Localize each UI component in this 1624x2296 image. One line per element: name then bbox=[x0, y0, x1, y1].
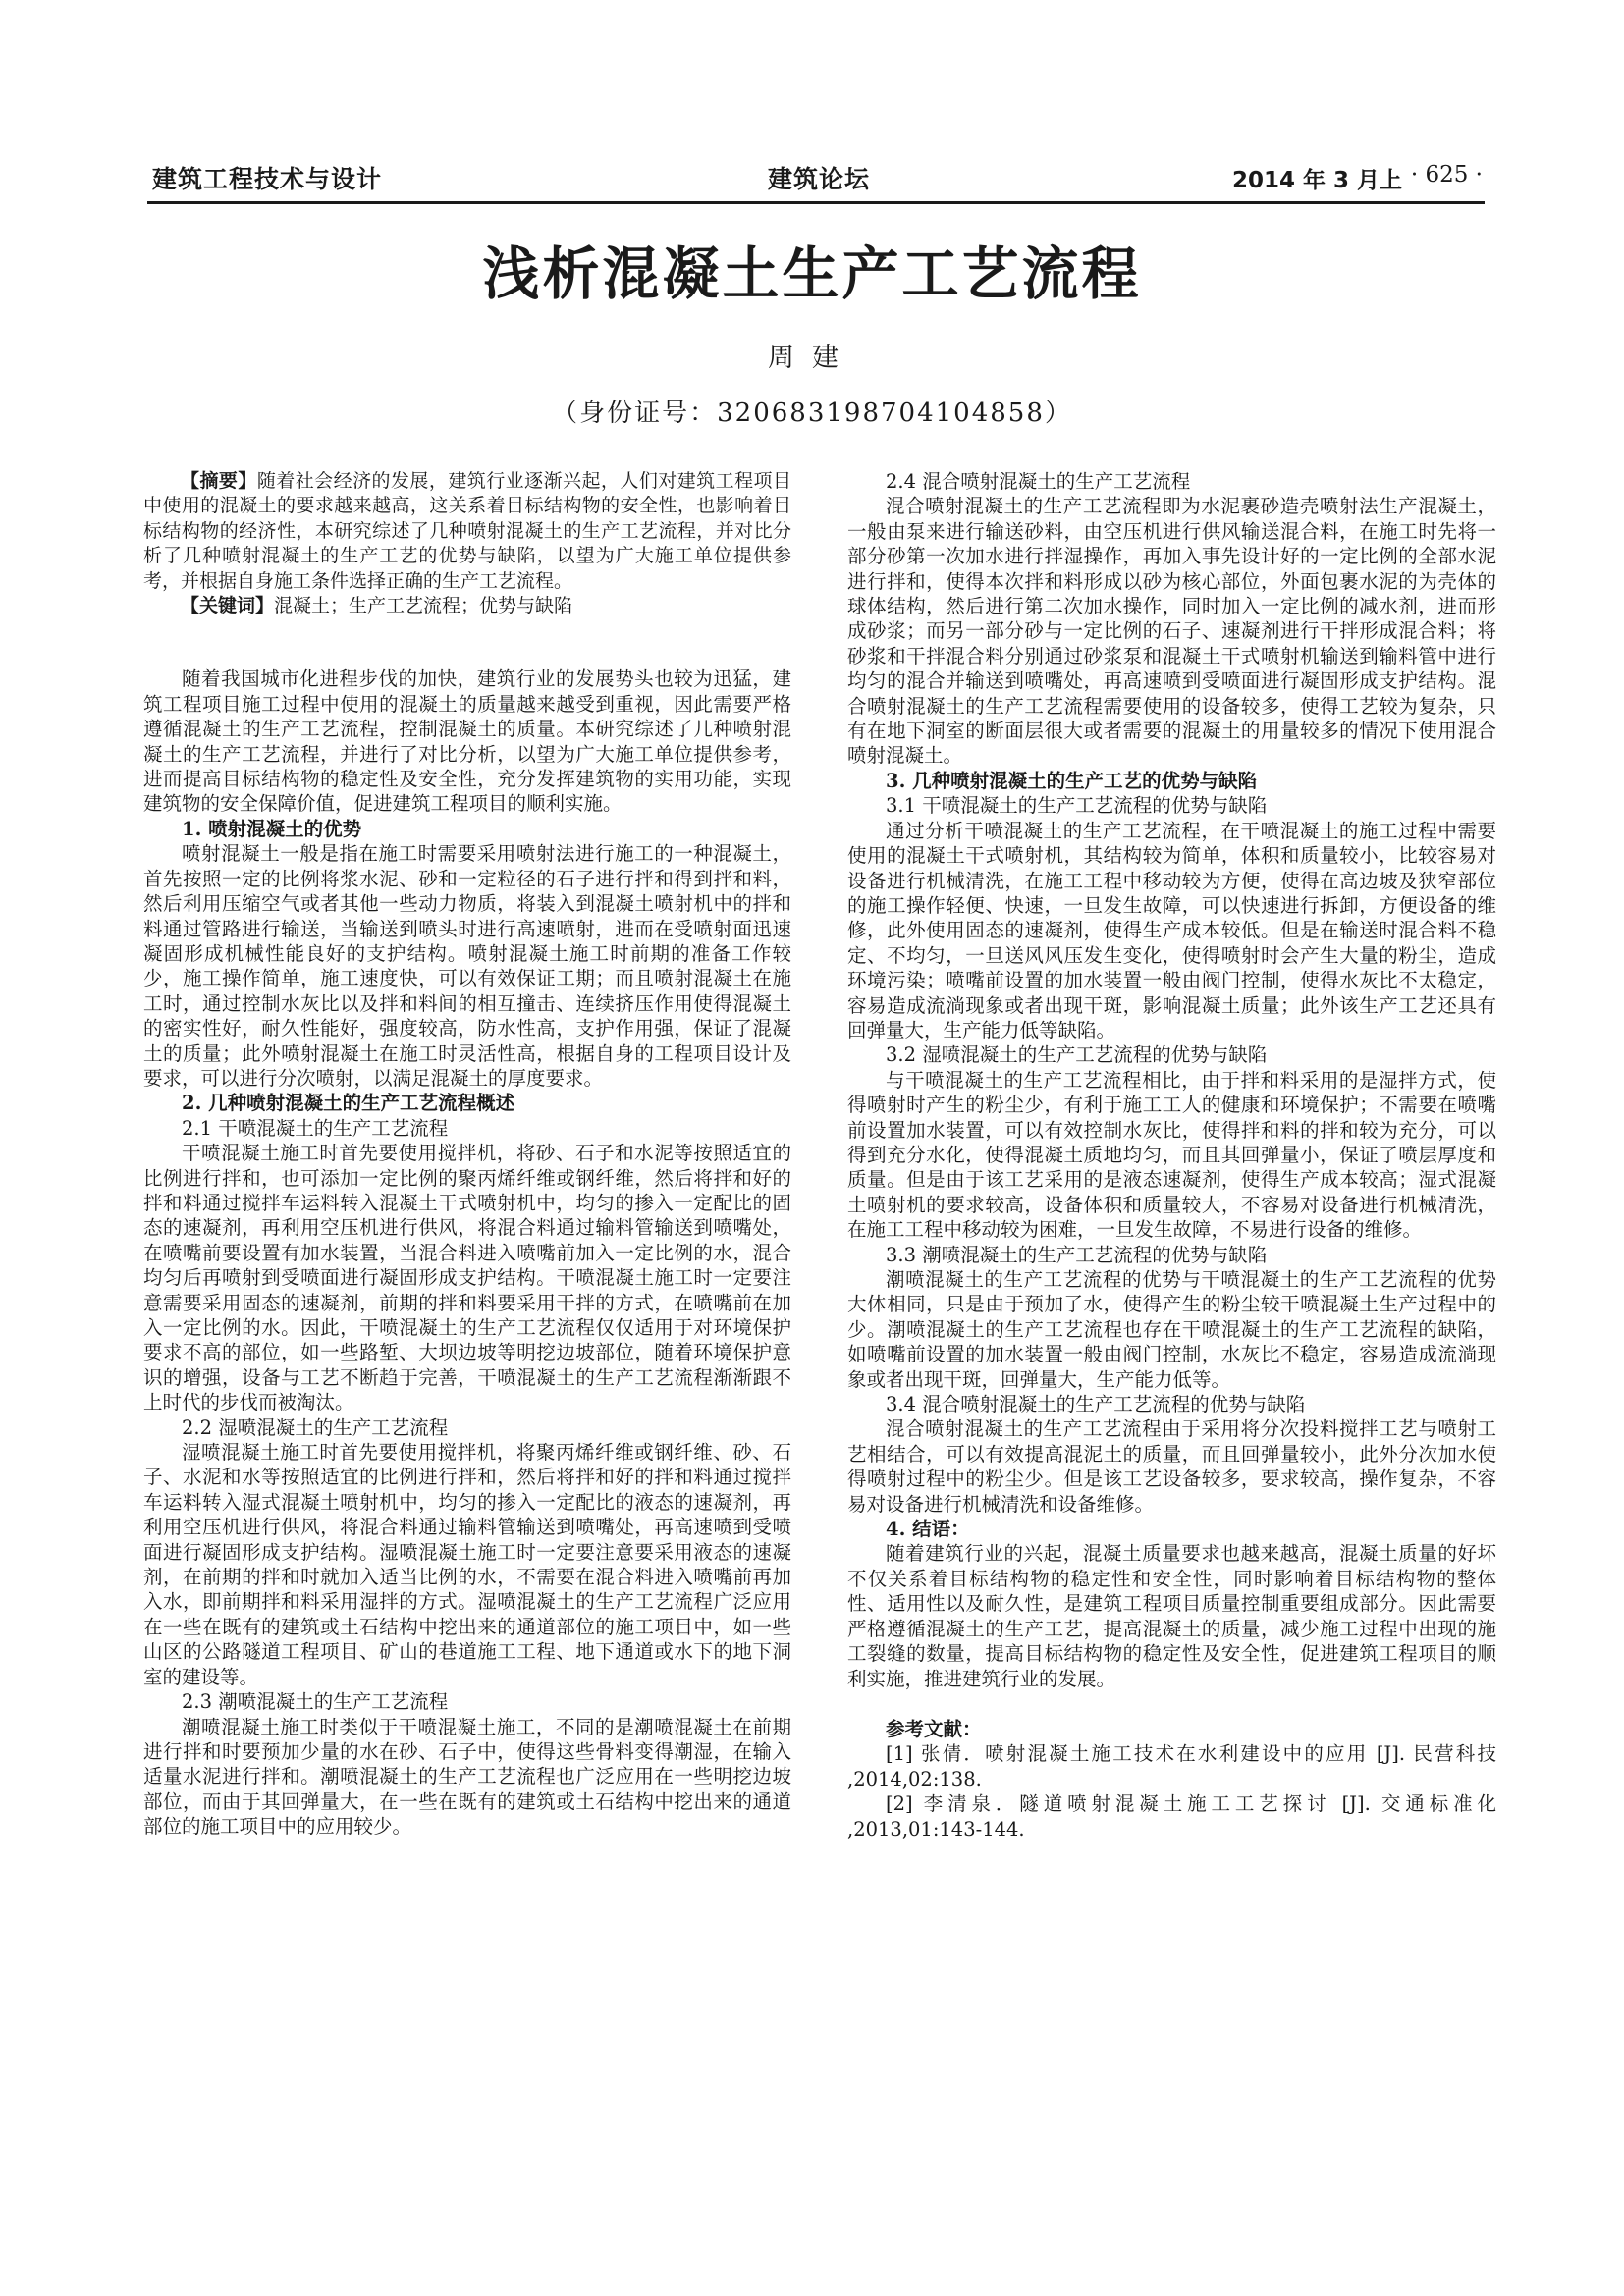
reference-item: [1] 张倩．喷射混凝土施工技术在水利建设中的应用 [J]. 民营科技 ,2014,02:138. bbox=[847, 1742, 1496, 1790]
section-2-1-text: 干喷混凝土施工时首先要使用搅拌机，将砂、石子和水泥等按照适宜的比例进行拌和，也可添加一定比例的聚丙烯纤维或钢纤维，然后将拌和好的拌和料通过搅拌车运料转入混凝土干式喷射机中，均匀的掺入一定配比的固态的速凝剂，再利用空压机进行供风，将混合料通过输料管输送到喷嘴处，在喷嘴前要设置有加水装置，当混合料进入喷嘴前加入一定比例的水，混合均匀后再喷射到受喷面进行凝固形成支护结构。干喷混凝土施工时一定要注意需要采用固态的速凝剂，前期的拌和料要采用干拌的方式，在喷嘴前在加入一定比例的水。因此，干喷混凝土的生产工艺流程仅仅适用于对环境保护要求不高的部位，如一些路堑、大坝边坡等明挖边坡部位，随着环境保护意识的增强，设备与工艺不断趋于完善，干喷混凝土的生产工艺流程渐渐跟不上时代的步伐而被淘汰。 bbox=[143, 1142, 791, 1415]
right-column bbox=[847, 469, 1496, 1842]
section-4-heading: 4. 结语： bbox=[886, 1518, 970, 1541]
page-number: · 625 · bbox=[1410, 162, 1483, 187]
section-1-heading: 1. 喷射混凝土的优势 bbox=[182, 817, 362, 840]
abstract-label: 【摘要】 bbox=[181, 470, 257, 492]
left-column bbox=[143, 469, 791, 1840]
reference-item: [2] 李清泉．隧道喷射混凝土施工工艺探讨 [J]. 交通标准化 ,2013,01:143-144. bbox=[847, 1792, 1496, 1841]
abstract bbox=[143, 469, 791, 594]
journal-name: 建筑工程技术与设计 bbox=[152, 165, 383, 193]
section-3-4-heading: 3.4 混合喷射混凝土的生产工艺流程的优势与缺陷 bbox=[886, 1393, 1306, 1416]
running-header bbox=[152, 160, 1483, 199]
section-3-2-text: 与干喷混凝土的生产工艺流程相比，由于拌和料采用的是湿拌方式，使得喷射时产生的粉尘少，有利于施工工人的健康和环境保护；不需要在喷嘴前设置加水装置，可以有效控制水灰比，使得拌和料的拌和较为充分，可以得到充分水化，使得混凝土质地均匀，而且其回弹量小，保证了喷层厚度和质量。但是由于该工艺采用的是液态速凝剂，使得生产成本较高；湿式混凝土喷射机的要求较高，设备体积和质量较大，不容易对设备进行机械清洗，在施工工程中移动较为困难，一旦发生故障，不易进行设备的维修。 bbox=[847, 1068, 1496, 1242]
article-title: 浅析混凝土生产工艺流程 bbox=[482, 240, 1142, 307]
section-2-4-text: 混合喷射混凝土的生产工艺流程即为水泥裹砂造壳喷射法生产混凝土，一般由泵来进行输送砂料，由空压机进行供风输送混合料，在施工时先将一部分砂第一次加水进行拌湿操作，再加入事先设计好的一定比例的全部水泥进行拌和，使得本次拌和料形成以砂为核心部位，外面包裹水泥的为壳体的球体结构，然后进行第二次加水操作，同时加入一定比例的减水剂，进而形成砂浆；而另一部分砂与一定比例的石子、速凝剂进行干拌形成混合料；将砂浆和干拌混合料分别通过砂浆泵和混凝土干式喷射机输送到输料管中进行均匀的混合并输送到喷嘴处，再高速喷到受喷面进行凝固形成支护结构。混合喷射混凝土的生产工艺流程需要使用的设备较多，使得工艺较为复杂，只有在地下洞室的断面层很大或者需要的混凝土的用量较多的情况下使用混合喷射混凝土。 bbox=[847, 495, 1496, 768]
section-4-text: 随着建筑行业的兴起，混凝土质量要求也越来越高，混凝土质量的好坏不仅关系着目标结构物的稳定性和安全性，同时影响着目标结构物的整体性、适用性以及耐久性，是建筑工程项目质量控制重要组成部分。因此需要严格遵循混凝土的生产工艺，提高混凝土的质量，减少施工过程中出现的施工裂缝的数量，提高目标结构物的稳定性及安全性，促进建筑工程项目的顺利实施，推进建筑行业的发展。 bbox=[847, 1542, 1496, 1690]
section-2-2-heading: 2.2 湿喷混凝土的生产工艺流程 bbox=[182, 1415, 449, 1439]
section-3-3-heading: 3.3 潮喷混凝土的生产工艺流程的优势与缺陷 bbox=[886, 1243, 1268, 1266]
section-2-2-text: 湿喷混凝土施工时首先要使用搅拌机，将聚丙烯纤维或钢纤维、砂、石子、水泥和水等按照适宜的比例进行拌和，然后将拌和好的拌和料通过搅拌车运料转入湿式混凝土喷射机中，均匀的掺入一定配比的液态的速凝剂，再利用空压机进行供风，将混合料通过输料管输送到喷嘴处，再高速喷到受喷面进行凝固形成支护结构。湿喷混凝土施工时一定要注意要采用液态的速凝剂，在前期的拌和时就加入适当比例的水，不需要在混合料进入喷嘴前再加入水，即前期拌和料采用湿拌的方式。湿喷混凝土的生产工艺流程广泛应用在一些在既有的建筑或土石结构中挖出来的通道部位的施工项目中，如一些山区的公路隧道工程项目、矿山的巷道施工工程、地下通道或水下的地下洞室的建设等。 bbox=[143, 1441, 791, 1688]
section-1-text: 喷射混凝土一般是指在施工时需要采用喷射法进行施工的一种混凝土，首先按照一定的比例将浆水泥、砂和一定粒径的石子进行拌和得到拌和料，然后利用压缩空气或者其他一些动力物质，将装入到混凝土喷射机中的拌和料通过管路进行输送，当输送到喷头时进行高速喷射，进而在受喷射面迅速凝固形成机械性能良好的支护结构。喷射混凝土施工时前期的准备工作较少，施工操作简单，施工速度快，可以有效保证工期；而且喷射混凝土在施工时，通过控制水灰比以及拌和料间的相互撞击、连续挤压作用使得混凝土的密实性好，耐久性能好，强度较高，防水性高，支护作用强，保证了混凝土的质量；此外喷射混凝土在施工时灵活性高，根据自身的工程项目设计及要求，可以进行分次喷射，以满足混凝土的厚度要求。 bbox=[143, 842, 791, 1090]
intro-paragraph: 随着我国城市化进程步伐的加快，建筑行业的发展势头也较为迅猛，建筑工程项目施工过程中使用的混凝土的质量越来越受到重视，因此需要严格遵循混凝土的生产工艺流程，控制混凝土的质量。本研究综述了几种喷射混凝土的生产工艺流程，并进行了对比分析，以望为广大施工单位提供参考，进而提高目标结构物的稳定性及安全性，充分发挥建筑物的实用功能，实现建筑物的安全保障价值，促进建筑工程项目的顺利实施。 bbox=[143, 667, 791, 816]
section-3-heading: 3. 几种喷射混凝土的生产工艺的优势与缺陷 bbox=[886, 769, 1258, 792]
author-id: （身份证号：320683198704104858） bbox=[552, 399, 1072, 428]
section-2-heading: 2. 几种喷射混凝土的生产工艺流程概述 bbox=[182, 1092, 515, 1115]
issue-date: 2014 年 3 月上 bbox=[1232, 168, 1403, 193]
references-heading: 参考文献： bbox=[886, 1717, 982, 1740]
section-3-1-heading: 3.1 干喷混凝土的生产工艺流程的优势与缺陷 bbox=[886, 794, 1268, 818]
section-2-3-heading: 2.3 潮喷混凝土的生产工艺流程 bbox=[182, 1690, 449, 1714]
section-name: 建筑论坛 bbox=[768, 165, 871, 193]
section-3-4-text: 混合喷射混凝土的生产工艺流程由于采用将分次投料搅拌工艺与喷射工艺相结合，可以有效提高混泥土的质量，而且回弹量较小，此外分次加水使得喷射过程中的粉尘少。但是该工艺设备较多，要求较高，操作复杂，不容易对设备进行机械清洗和设备维修。 bbox=[847, 1417, 1496, 1516]
section-2-4-heading: 2.4 混合喷射混凝土的生产工艺流程 bbox=[886, 470, 1191, 493]
abstract-text: 随着社会经济的发展，建筑行业逐渐兴起，人们对建筑工程项目中使用的混凝土的要求越来越高，这关系着目标结构物的安全性，也影响着目标结构物的经济性，本研究综述了几种喷射混凝土的生产工艺流程，并对比分析了几种喷射混凝土的生产工艺的优势与缺陷，以望为广大施工单位提供参考，并根据自身施工条件选择正确的生产工艺流程。 bbox=[143, 470, 791, 592]
header-rule bbox=[147, 201, 1485, 204]
keywords-label: 【关键词】 bbox=[181, 595, 275, 617]
keywords-text: 混凝土；生产工艺流程；优势与缺陷 bbox=[274, 595, 573, 617]
section-3-3-text: 潮喷混凝土的生产工艺流程的优势与干喷混凝土的生产工艺流程的优势大体相同，只是由于预加了水，使得产生的粉尘较干喷混凝土生产过程中的少。潮喷混凝土的生产工艺流程也存在干喷混凝土的生产工艺流程的缺陷，如喷嘴前设置的加水装置一般由阀门控制，水灰比不稳定，容易造成流淌现象或者出现干斑，回弹量大，生产能力低等。 bbox=[847, 1268, 1496, 1391]
section-3-2-heading: 3.2 湿喷混凝土的生产工艺流程的优势与缺陷 bbox=[886, 1043, 1268, 1067]
section-3-1-text: 通过分析干喷混凝土的生产工艺流程，在干喷混凝土的施工过程中需要使用的混凝土干式喷射机，其结构较为简单，体积和质量较小，比较容易对设备进行机械清洗，在施工工程中移动较为方便，使得在高边坡及狭窄部位的施工操作轻便、快速，一旦发生故障，可以快速进行拆卸，方便设备的维修，此外使用固态的速凝剂，使得生产成本较低。但是在输送时混合料不稳定、不均匀，一旦送风风压发生变化，使得喷射时会产生大量的粉尘，造成环境污染；喷嘴前设置的加水装置一般由阀门控制，使得水灰比不太稳定，容易造成流淌现象或者出现干斑，影响混凝土质量；此外该生产工艺还具有回弹量大，生产能力低等缺陷。 bbox=[847, 819, 1496, 1041]
author-name: 周建 bbox=[768, 343, 856, 373]
spacer bbox=[143, 618, 791, 667]
keywords bbox=[143, 594, 791, 618]
section-2-3-text: 潮喷混凝土施工时类似于干喷混凝土施工，不同的是潮喷混凝土在前期进行拌和时要预加少量的水在砂、石子中，使得这些骨料变得潮湿，在输入适量水泥进行拌和。潮喷混凝土的生产工艺流程也广泛应用在一些明挖边坡部位，而由于其回弹量大，在一些在既有的建筑或土石结构中挖出来的通道部位的施工项目中的应用较少。 bbox=[143, 1715, 791, 1839]
section-2-1-heading: 2.1 干喷混凝土的生产工艺流程 bbox=[182, 1116, 449, 1140]
